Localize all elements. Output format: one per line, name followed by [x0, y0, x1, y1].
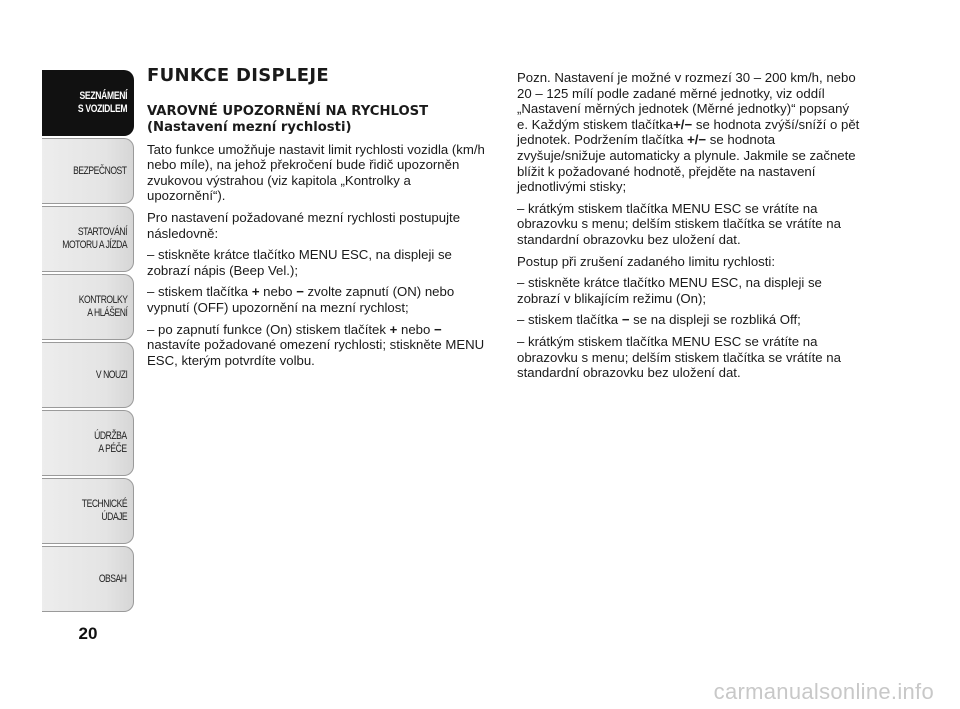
section-title: FUNKCE DISPLEJE [147, 65, 329, 86]
tab-obsah[interactable] [42, 546, 134, 612]
text: se na displeji se rozbliká Off; [629, 312, 801, 328]
text: – stiskem tlačítka [147, 284, 252, 300]
tab-label: V NOUZI [95, 368, 127, 381]
paragraph [147, 284, 492, 315]
tab-label: STARTOVÁNÍ MOTORU A JÍZDA [62, 226, 127, 251]
left-column [147, 65, 492, 374]
paragraph: – stiskněte krátce tlačítko MENU ESC, na displeji se zobrazí nápis (Beep Vel.); [147, 247, 452, 278]
minus-symbol: − [296, 284, 304, 300]
paragraph [517, 312, 862, 328]
text: se hodnota zvýší/sníží o pět jednotek. Podržením tlačítka [517, 116, 860, 148]
text: Pozn. Nastavení je možné v rozmezí 30 – 200 km/h, nebo 20 – 125 mílí podle zadané měrné jednotky, viz oddíl „Nastavení měrných jednotek (Měrné jednotky)“ popsaný e. Každým stiskem tlačítka [517, 70, 856, 132]
text: nebo [397, 321, 434, 337]
text: se hodnota zvyšuje/snižuje automaticky a plynule. Jakmile se začnete blížit k požadované hodnotě, přejděte na nastavení jednotlivými stisky; [517, 132, 856, 195]
tab-kontrolky-a-hlaseni[interactable] [42, 274, 134, 340]
paragraph: – stiskněte krátce tlačítko MENU ESC, na displeji se zobrazí v blikajícím režimu (On); [517, 275, 822, 306]
text: nastavíte požadované omezení rychlosti; stiskněte MENU ESC, kterým potvrdíte volbu. [147, 337, 485, 368]
tab-v-nouzi[interactable] [42, 342, 134, 408]
text: – po zapnutí funkce (On) stiskem tlačítek [147, 321, 390, 337]
tab-udrzba-a-pece[interactable] [42, 410, 134, 476]
tab-label: TECHNICKÉ ÚDAJE [81, 498, 127, 523]
watermark: carmanualsonline.info [713, 679, 934, 704]
paragraph: Tato funkce umožňuje nastavit limit rychlosti vozidla (km/h nebo míle), na jehož překročení bude řidič upozorněn zvukovou výstrahou (viz kapitola „Kontrolky a upozornění“). [147, 141, 485, 204]
plus-symbol: + [251, 284, 260, 300]
tab-technicke-udaje[interactable] [42, 478, 134, 544]
tab-label: SEZNÁMENÍ S VOZIDLEM [77, 90, 127, 115]
plus-minus-symbol: +/− [673, 116, 693, 132]
minus-symbol: − [621, 312, 630, 328]
plus-minus-symbol: +/− [687, 132, 707, 148]
tab-startovani-motoru[interactable] [42, 206, 134, 272]
plus-symbol: + [389, 321, 398, 337]
paragraph [517, 70, 862, 195]
tab-label: OBSAH [99, 572, 127, 585]
paragraph: Pro nastavení požadované mezní rychlosti postupujte následovně: [147, 209, 461, 241]
chapter-sidebar [42, 70, 134, 614]
minus-symbol: − [434, 321, 442, 337]
right-column [517, 70, 862, 387]
text: zvolte zapnutí (ON) nebo vypnutí (OFF) upozornění na mezní rychlost; [147, 284, 455, 315]
subsection-title: VAROVNÉ UPOZORNĚNÍ NA RYCHLOST (Nastavení mezní rychlosti) [147, 103, 429, 135]
tab-seznameni-s-vozidlem[interactable] [42, 70, 134, 136]
tab-label: KONTROLKY A HLÁŠENÍ [78, 294, 127, 319]
page-number: 20 [78, 624, 98, 643]
tab-bezpecnost[interactable] [42, 138, 134, 204]
paragraph: Postup při zrušení zadaného limitu rychlosti: [517, 253, 776, 269]
paragraph: – krátkým stiskem tlačítka MENU ESC se vrátíte na obrazovku s menu; delším stiskem tlačítka se vrátíte na standardní obrazovku bez uložení dat. [517, 333, 841, 381]
paragraph [147, 322, 492, 369]
tab-label: BEZPEČNOST [73, 164, 127, 177]
paragraph: – krátkým stiskem tlačítka MENU ESC se vrátíte na obrazovku s menu; delším stiskem tlačítka se vrátíte na standardní obrazovku bez uložení dat. [517, 200, 841, 247]
text: – stiskem tlačítka [517, 312, 622, 328]
tab-label: ÚDRŽBA A PÉČE [94, 430, 127, 455]
text: nebo [259, 284, 297, 300]
